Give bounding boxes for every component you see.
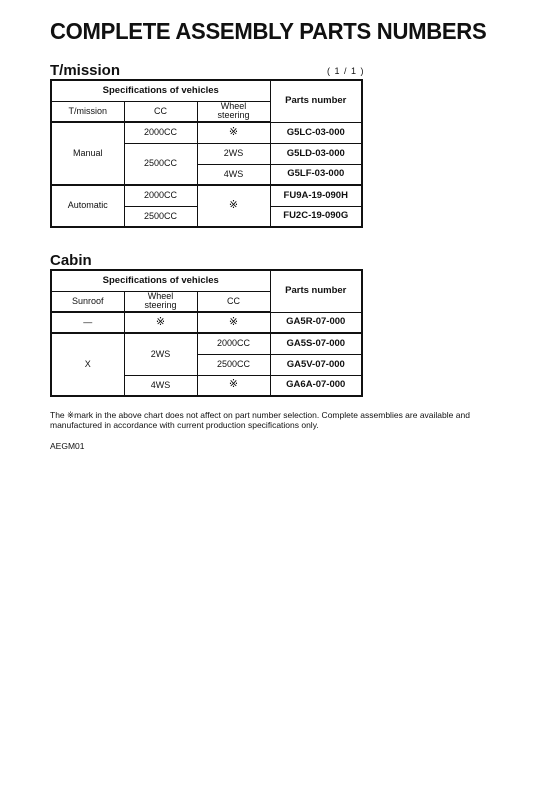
- transmission-type-cell: Manual: [51, 122, 124, 185]
- cabin-cc-cell: ※: [197, 312, 270, 333]
- cabin-table: [50, 269, 363, 397]
- transmission-part-number: FU9A-19-090H: [270, 185, 362, 206]
- footnote: The ※mark in the above chart does not affect on part number selection. Complete assemblies are available and manufactured in accordance with current production specifications only.: [50, 410, 470, 430]
- transmission-heading: T/mission: [50, 62, 121, 79]
- cabin-steering-cell: 2WS: [124, 333, 197, 375]
- cabin-cc-cell: 2000CC: [197, 333, 270, 354]
- page-indicator: ( 1 / 1 ): [327, 66, 365, 76]
- cabin-col-header: Sunroof: [51, 291, 124, 312]
- transmission-cc-cell: 2000CC: [124, 122, 197, 143]
- cabin-sunroof-cell: —: [51, 312, 124, 333]
- cabin-cc-cell: 2500CC: [197, 354, 270, 375]
- cabin-spec-header: Specifications of vehicles: [51, 270, 270, 291]
- transmission-part-number: FU2C-19-090G: [270, 206, 362, 227]
- cabin-parts-header: Parts number: [270, 270, 362, 312]
- cabin-col-header: CC: [197, 291, 270, 312]
- transmission-cc-cell: 2000CC: [124, 185, 197, 206]
- transmission-part-number: G5LC-03-000: [270, 122, 362, 143]
- document-code: AEGM01: [50, 441, 85, 451]
- cabin-steering-cell: 4WS: [124, 375, 197, 396]
- transmission-col-header: T/mission: [51, 101, 124, 122]
- transmission-part-number: G5LF-03-000: [270, 164, 362, 185]
- cabin-part-number: GA5V-07-000: [270, 354, 362, 375]
- transmission-steering-cell: 2WS: [197, 143, 270, 164]
- cabin-part-number: GA5R-07-000: [270, 312, 362, 333]
- cabin-col-header: Wheel steering: [124, 291, 197, 312]
- transmission-parts-header: Parts number: [270, 80, 362, 122]
- page-title: COMPLETE ASSEMBLY PARTS NUMBERS: [50, 18, 487, 44]
- transmission-table: [50, 79, 363, 228]
- transmission-col-header: Wheel steering: [197, 101, 270, 122]
- cabin-heading: Cabin: [50, 252, 92, 269]
- transmission-spec-header: Specifications of vehicles: [51, 80, 270, 101]
- cabin-sunroof-cell: X: [51, 333, 124, 396]
- transmission-cc-cell: 2500CC: [124, 143, 197, 185]
- transmission-type-cell: Automatic: [51, 185, 124, 227]
- transmission-col-header: CC: [124, 101, 197, 122]
- transmission-part-number: G5LD-03-000: [270, 143, 362, 164]
- cabin-steering-cell: ※: [124, 312, 197, 333]
- transmission-steering-cell: ※: [197, 122, 270, 143]
- cabin-part-number: GA6A-07-000: [270, 375, 362, 396]
- transmission-cc-cell: 2500CC: [124, 206, 197, 227]
- transmission-steering-cell: ※: [197, 185, 270, 227]
- cabin-part-number: GA5S-07-000: [270, 333, 362, 354]
- cabin-cc-cell: ※: [197, 375, 270, 396]
- transmission-steering-cell: 4WS: [197, 164, 270, 185]
